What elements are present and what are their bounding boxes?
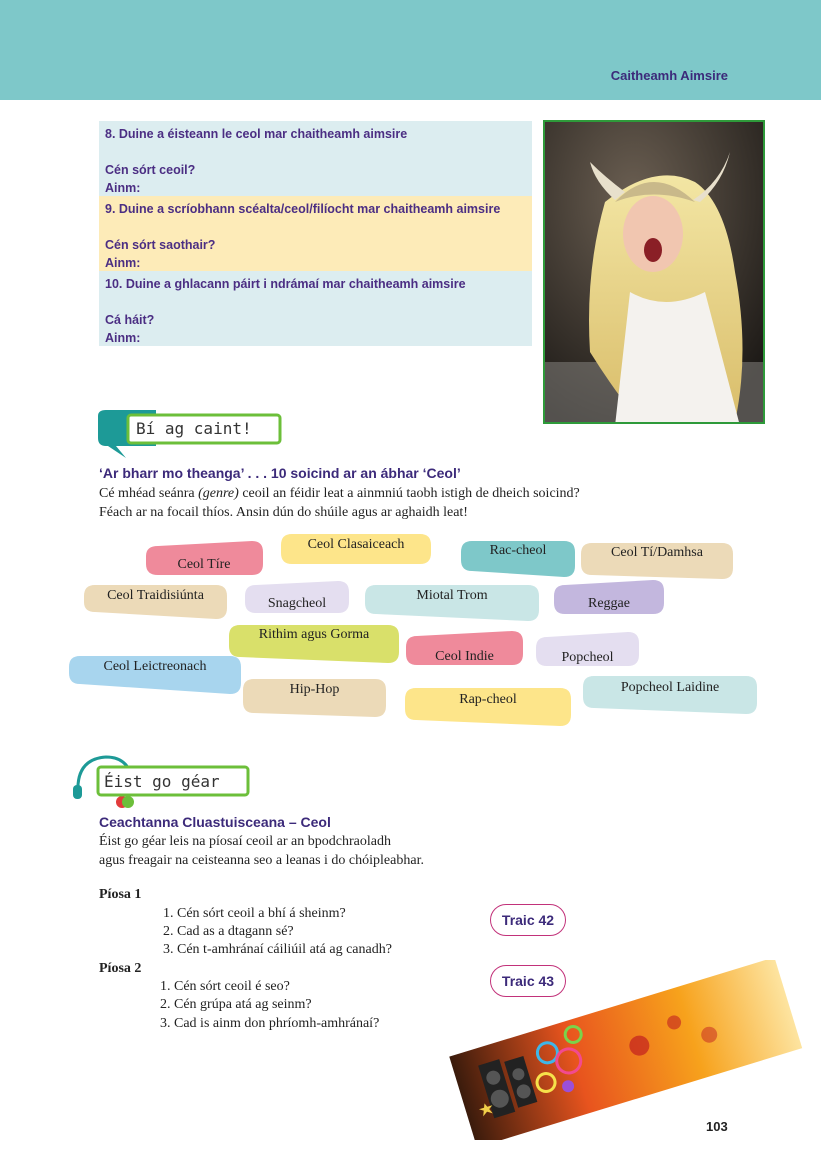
piece-1-question: 3. Cén t-amhránaí cáiliúil atá ag canadh? (163, 942, 392, 957)
track-43-badge: Traic 43 (490, 965, 566, 997)
question-box-9 (99, 196, 532, 271)
bi-ag-caint-label: Bí ag caint! (136, 419, 252, 438)
genre-bubble (144, 540, 264, 576)
genre-bubble (460, 540, 576, 578)
listen-instruction-1: Éist go géar leis na píosaí ceoil ar an bpodchraoladh (99, 834, 391, 849)
page-header-title: Caitheamh Aimsire (610, 68, 728, 83)
genre-bubble (553, 579, 665, 615)
piece-2-question: 2. Cén grúpa atá ag seinm? (160, 997, 312, 1012)
genre-label: Ceol Tíre (177, 557, 231, 572)
listen-instruction-2: agus freagair na ceisteanna seo a leanas i do chóipleabhar. (99, 853, 424, 868)
piece-2-heading: Píosa 2 (99, 961, 142, 976)
genre-label: Popcheol (561, 650, 614, 665)
genre-label: Ceol Clasaiceach (307, 537, 405, 552)
genre-label: Hip-Hop (289, 682, 340, 697)
question-prompt: Cén sórt saothair? (105, 238, 216, 252)
name-label: Ainm: (105, 256, 141, 270)
genre-bubble (280, 533, 432, 565)
genre-label: Rap-cheol (459, 692, 517, 707)
genre-bubble (242, 678, 387, 718)
bi-ag-caint-badge (96, 408, 286, 458)
instruction-line-1: Cé mhéad seánra (genre) ceoil an féidir leat a ainmniú taobh istigh de dheich soicind? (99, 486, 580, 501)
header-band (0, 0, 821, 100)
page-number: 103 (706, 1119, 728, 1134)
question-prompt: Cá háit? (105, 313, 155, 327)
genre-bubble (364, 584, 540, 622)
genre-label: Ceol Traidisiúnta (107, 588, 204, 603)
genre-label: Miotal Trom (416, 588, 488, 603)
genre-bubble (83, 584, 228, 620)
genre-label: Ceol Indie (435, 649, 494, 664)
genre-label: Snagcheol (267, 596, 327, 611)
genre-bubble (580, 542, 734, 580)
genre-label: Reggae (588, 596, 630, 611)
question-title: 10. Duine a ghlacann páirt i ndrámaí mar chaitheamh aimsire (105, 277, 466, 291)
genre-label: Rac-cheol (489, 543, 547, 558)
question-title: 9. Duine a scríobhann scéalta/ceol/filíocht mar chaitheamh aimsire (105, 202, 501, 216)
genre-bubble (535, 631, 640, 667)
genre-bubble (582, 675, 758, 715)
eist-go-gear-badge (70, 753, 255, 811)
instruction-line-2: Féach ar na focail thíos. Ansin dún do shúile agus ar aghaidh leat! (99, 505, 468, 520)
eist-go-gear-label: Éist go géar (104, 772, 220, 791)
genre-label: Ceol Leictreonach (103, 659, 207, 674)
genre-label: Rithim agus Gorma (258, 627, 370, 642)
genre-bubble (228, 624, 400, 664)
piece-1-heading: Píosa 1 (99, 887, 142, 902)
question-title: 8. Duine a éisteann le ceol mar chaitheamh aimsire (105, 127, 408, 141)
genre-bubble (244, 580, 350, 614)
name-label: Ainm: (105, 331, 141, 345)
question-box-8 (99, 121, 532, 196)
track-42-badge: Traic 42 (490, 904, 566, 936)
question-box-10 (99, 271, 532, 346)
opera-singer-photo-icon (543, 120, 765, 424)
genre-bubble (404, 687, 572, 727)
name-label: Ainm: (105, 181, 141, 195)
piece-2-question: 3. Cad is ainm don phríomh-amhránaí? (160, 1016, 380, 1031)
genre-bubble (405, 630, 524, 666)
piece-1-question: 2. Cad as a dtagann sé? (163, 924, 294, 939)
genre-label: Ceol Tí/Damhsa (611, 545, 703, 560)
section-title-cluastuiscint: Ceachtanna Cluastuisceana – Ceol (99, 814, 331, 830)
genre-label: Popcheol Laidine (620, 680, 720, 695)
piece-1-question: 1. Cén sórt ceoil a bhí á sheinm? (163, 906, 346, 921)
music-graphic-icon (440, 960, 810, 1140)
piece-2-question: 1. Cén sórt ceoil é seo? (160, 979, 290, 994)
genre-bubble (68, 655, 242, 695)
question-prompt: Cén sórt ceoil? (105, 163, 196, 177)
section-title-ceol: ‘Ar bharr mo theanga’ . . . 10 soicind ar an ábhar ‘Ceol’ (99, 465, 461, 481)
